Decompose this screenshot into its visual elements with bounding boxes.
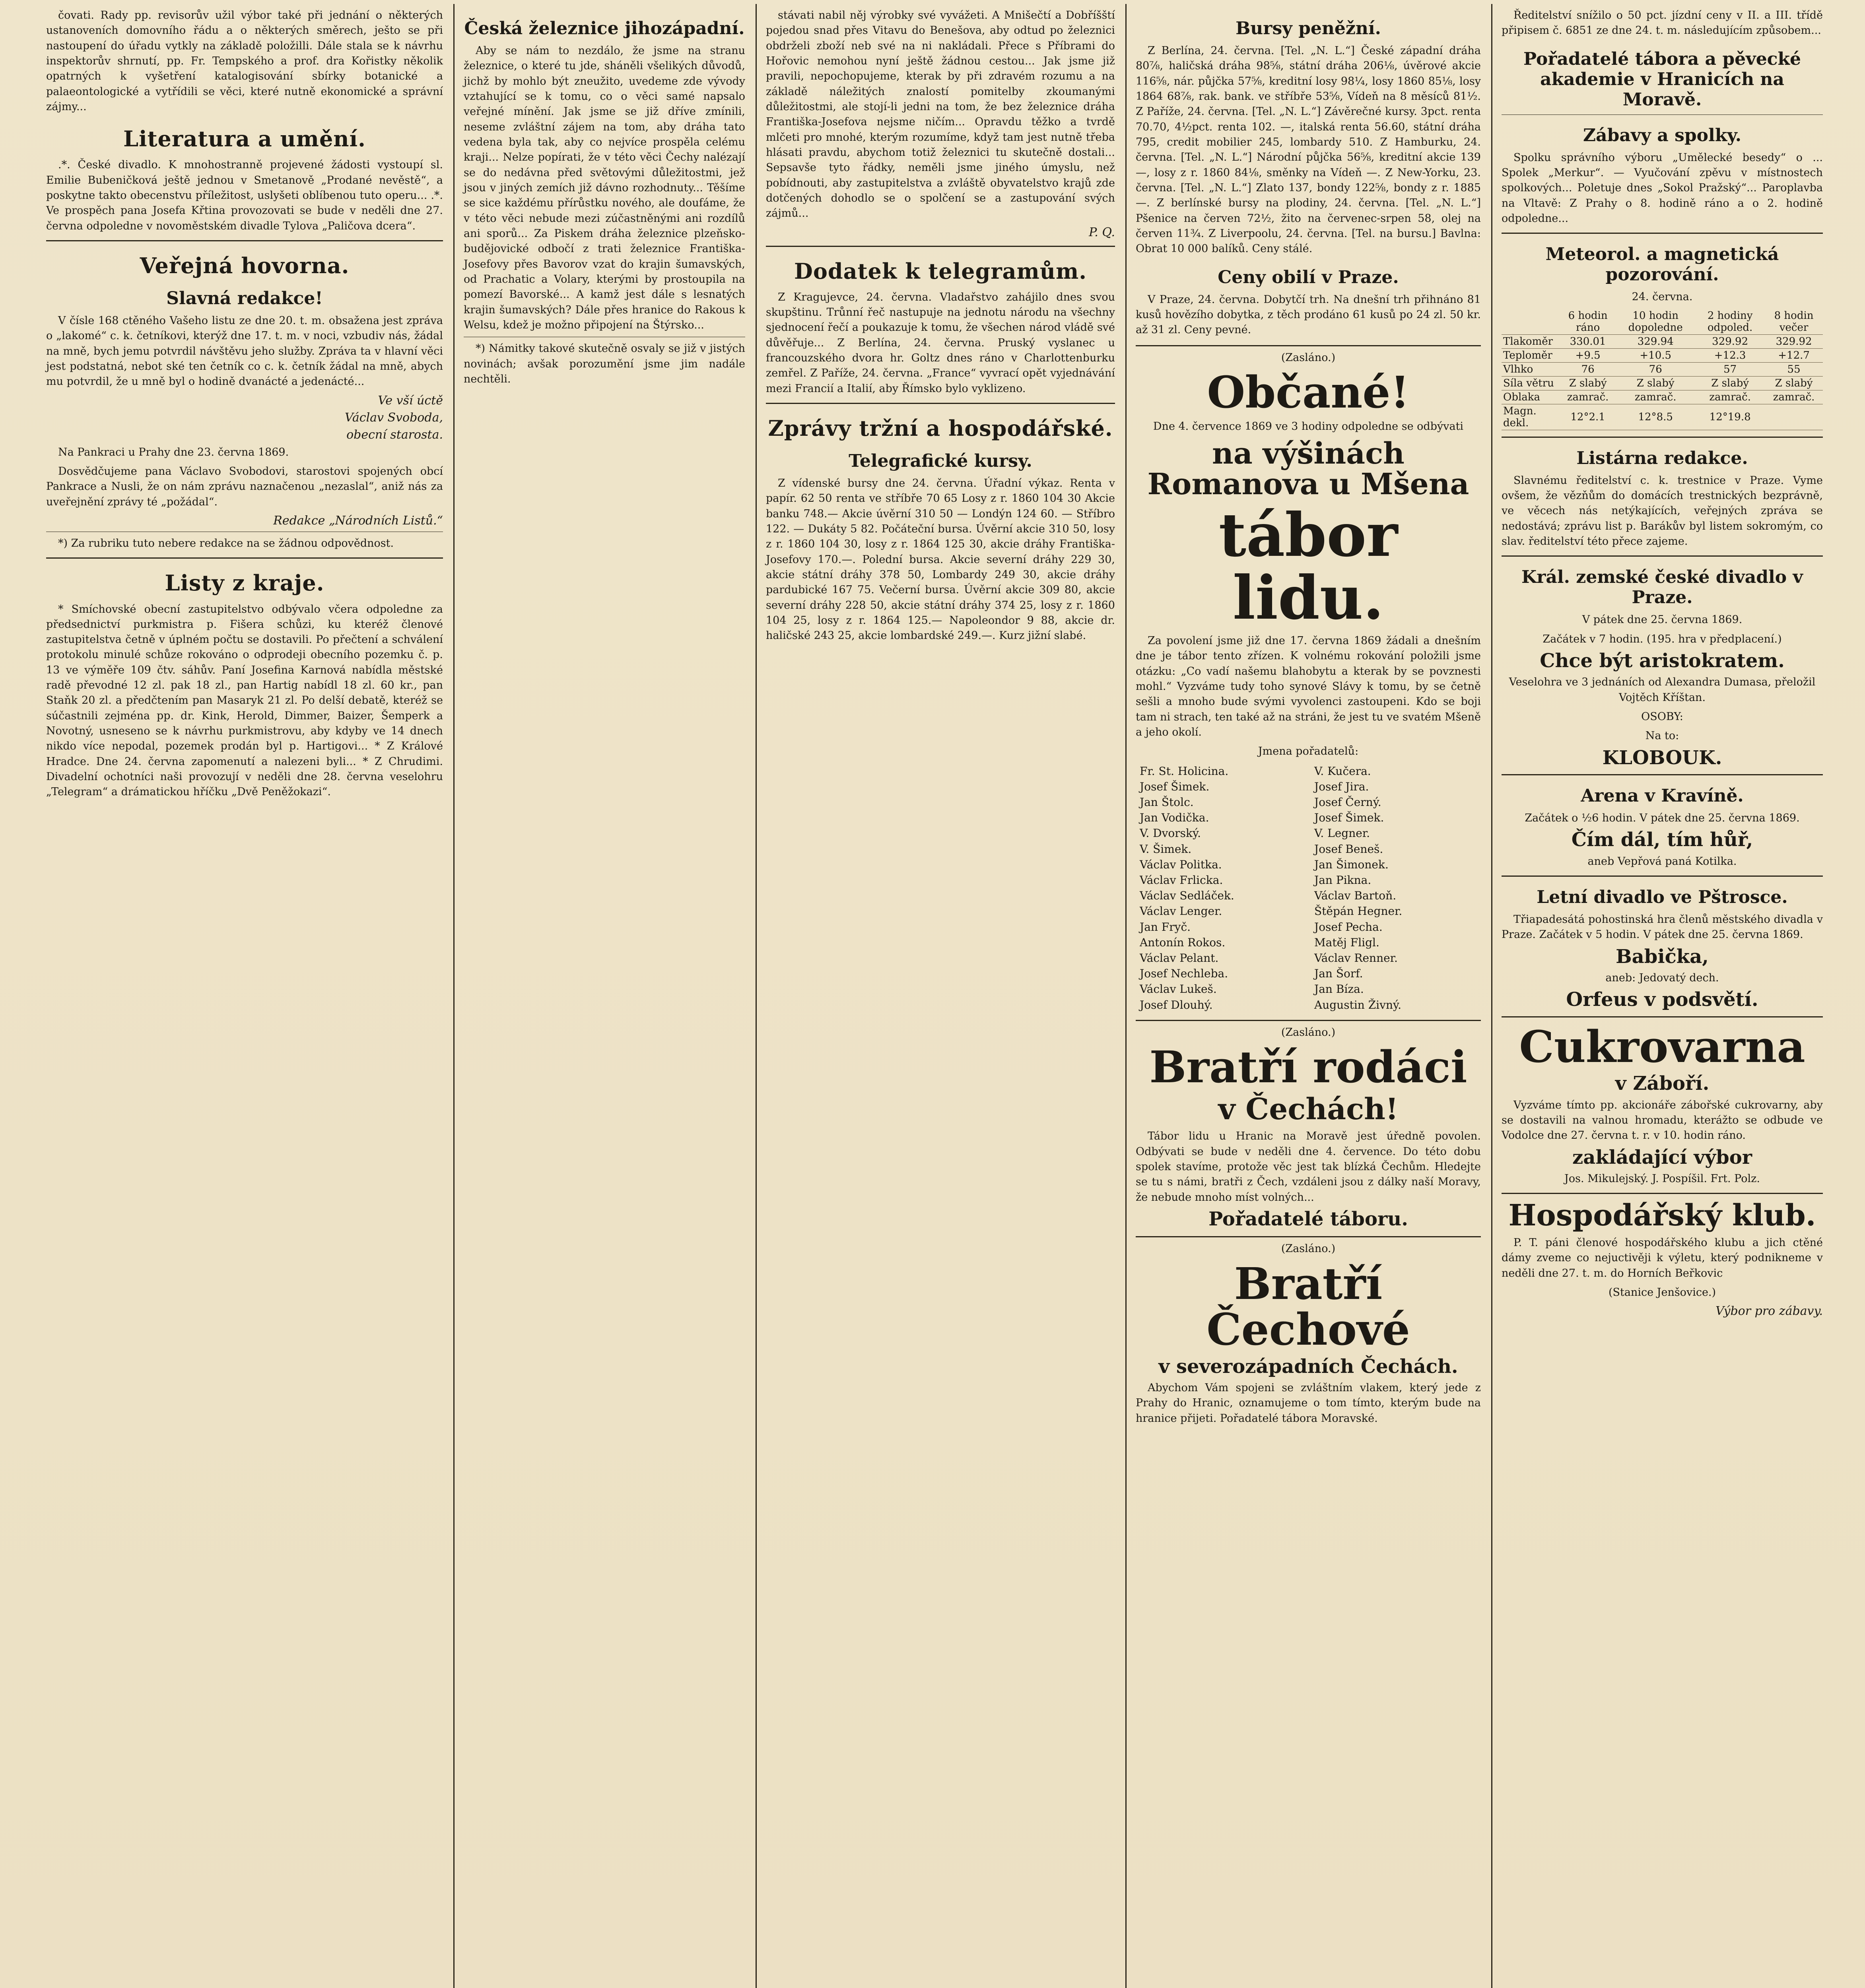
divider <box>766 403 1115 404</box>
article-signature: P. Q. <box>1089 225 1115 239</box>
organizer-name: Jan Fryč. <box>1140 920 1191 934</box>
babicka-subtitle: aneb: Jedovatý dech. <box>1605 972 1719 984</box>
zaslano-label: (Zasláno.) <box>1281 1026 1336 1039</box>
meteo-cell: zamrač. <box>1765 390 1823 404</box>
divadlo-title: Chce být aristokratem. <box>1540 649 1785 672</box>
meteo-cell: Magn. dekl. <box>1502 404 1560 430</box>
divider <box>1502 555 1823 557</box>
obiliny-text: V Praze, 24. června. Dobytčí trh. Na dnešní trh přihnáno 81 kusů hovězího dobytka, z těch prodáno 61 kusů po 24 zl. 50 kr. až 31 zl. Ceny pevné. <box>1136 293 1481 336</box>
arena-subtitle: aneb Vepřová paná Kotilka. <box>1587 855 1737 868</box>
ad-tabor: tábor lidu. <box>1218 500 1398 633</box>
meteo-row <box>1502 348 1823 362</box>
section-heading-arena: Arena v Kravíně. <box>1581 786 1744 806</box>
divider <box>46 240 443 241</box>
meteo-row <box>1502 362 1823 376</box>
ad-body: Za povolení jsme již dne 17. června 1869 žádali a dnešním dne je tábor tento zřízen. K volnému rokování položili jsme otázku: „Co vadí našemu blahobytu a kterak by se povznesti mohl.“ Vyzváme tudy toho synové Slávy k tomu, by se četně sešli a mnoho bude svými vyvolenci zastoupeni. Kdo se boji tam ni strach, ten také až na stráni, že jest tu ve svatém Mšeně a jeho okolí. <box>1136 635 1481 739</box>
meteo-row <box>1502 334 1823 348</box>
meteo-cell: +12.7 <box>1765 348 1823 362</box>
zaslano-label: (Zasláno.) <box>1281 351 1336 364</box>
organizer-name: Josef Pecha. <box>1314 920 1383 934</box>
divider <box>1502 1016 1823 1017</box>
column-1 <box>36 8 453 1988</box>
meteo-col-header: 2 hodiny odpoled. <box>1695 309 1765 335</box>
meteo-cell: zamrač. <box>1616 390 1695 404</box>
ad-title-obcane: Občané! <box>1207 366 1410 418</box>
signature-role: obecní starosta. <box>346 427 443 442</box>
section-heading-dodatek: Dodatek k telegramům. <box>794 258 1087 284</box>
organizer-name: V. Dvorský. <box>1140 827 1201 840</box>
section-heading-meteo: Meteorol. a magnetická pozorování. <box>1545 244 1779 285</box>
divadlo-time: Začátek v 7 hodin. (195. hra v předplacení.) <box>1543 633 1782 645</box>
railway-article: Aby se nám to nezdálo, že jsme na stranu železnice, o které tu jde, sháněli všelikých důvodů, jichž by mohlo být zneužito, uvedeme zde vývody vztahující se k tomu, co o věci samé napsalo veřejné mínění. Jak jsme se již dříve zmínili, neseme zvláštní zájem na tom, aby dráha tato vedena byla tak, aby co nejvíce prospěla celému kraji... Nelze popírati, že v této věci Čechy nalézají se do nedávna před světovými důležitostmi, jež jsou v jiných zemích již dávno rozhodnuty... Těšíme se sice každému přírůstku nového, ale doufáme, že v této věci nebude mezi zúčastněnými ani rozdílů ani sporů... Za Piskem dráha železnice plzeňsko-budějovické odbočí z trati železnice Františka-Josefovy přes Bavorov vzat do krajin šumavských, od Prachatic a Volary, kterými by prostoupila na pomezí Bavorské... A kamž jest dále s lesnatých krajin šumavských? Dále přes hranice do Rakous k Welsu, kdež je možno připojení na Štýrsko... <box>464 45 745 331</box>
advertisement-rodaci <box>1136 1020 1481 1229</box>
meteo-col-header: 8 hodin večer <box>1765 309 1823 335</box>
organizer-name: Josef Jira. <box>1314 780 1369 793</box>
meteo-cell: Z slabý <box>1765 376 1823 390</box>
telegram-text: Z Kragujevce, 24. června. Vladařstvo zahájilo dnes svou skupštinu. Trůnní řeč nastupuje na jednotu národu na všechny sjednocení řečí a poukazuje k tomu, že všechen národ vládě své důvěřuje... Z Berlína, 24. června. Pruský vyslanec u francouzského dvora hr. Goltz dnes ráno v Charlottenburku zemřel. Z Paříže, 24. června. „France“ vyvrací opět vyjednávání mezi Francií a Italií, aby Římsko bylo vyklizeno. <box>766 291 1115 395</box>
meteo-cell: zamrač. <box>1560 390 1616 404</box>
divadlo-description: Veselohra ve 3 jednáních od Alexandra Dumasa, přeložil Vojtěch Kříštan. <box>1509 676 1816 704</box>
meteo-col-header: 6 hodin ráno <box>1560 309 1616 335</box>
bursy-text: Z Berlína, 24. června. [Tel. „N. L.“] České západní dráha 80⅞, haličská dráha 98⅝, státní dráha 206⅛, úvěrové akcie 116⅝, nár. půjčka 57⅝, kreditní losy 98¼, losy 1860 85⅛, losy 1864 68⅞, rak. bank. ve stříbře 53⅝, Vídeň na 8 měsíců 81½. Z Paříže, 24. června. [Tel. „N. L.“] Závěrečné kursy. 3pct. renta 70.70, 4½pct. renta 102. —, italská renta 56.60, státní dráha 795, credit mobilier 245, lombardy 510. Z Hamburku, 24. června. [Tel. „N. L.“] Národní půjčka 56⅝, kreditní akcie 139—, losy z r. 1860 84⅛, směnky na Vídeň —. Z New-Yorku, 23. června. [Tel. „N. L.“] Zlato 137, bondy 122⅝, bondy z r. 1885 —. Z berlínské bursy na plodiny, 24. června. [Tel. „N. L.“] Pšenice na červen 72½, žito na červenec-srpen 58, olej na červen 11¾. Z Liverpoolu, 24. června. [Tel. na bursu.] Bavlna: Obrat 10 000 balíků. Ceny stálé. <box>1136 45 1481 255</box>
organizer-name: Matěj Fligl. <box>1314 936 1379 949</box>
organizer-name: Štěpán Hegner. <box>1314 905 1403 918</box>
listy-text: * Smíchovské obecní zastupitelstvo odbývalo včera odpoledne za předsednictví purkmistra p. Fišera schůzi, ku kteréž členové zastupitelstva četně v úplném počtu se dostavili. Po přečtení a schválení protokolu minulé schůze rokováno o odprodeji obecního pozemku č. p. 13 ve výměře 109 čtv. sáhův. Paní Josefina Karnová nabídla městské radě převodné 12 zl. pak 18 zl., pan Hartig nabídl 18 zl. 60 kr., pan Staňk 20 zl. a předčtením pan Masaryk 21 zl. Po delší debatě, kteréž se súčastnili zejména pp. dr. Kink, Herold, Dimmer, Baizer, Šemperk a Novotný, usneseno se k návrhu purkmistrovu, aby kdyby ve 14 dnech nikdo více nepodal, pozemek prodán byl p. Hartigovi... * Z Králové Hradce. Dne 24. června zapomenutí a nalezeni byli... * Z Chrudimi. Divadelní ochotníci naši provozují v neděli dne 28. června veselohru „Telegram“ a drámatickou hříčku „Dvě Peněžokazi“. <box>46 603 443 798</box>
meteo-cell: 76 <box>1616 362 1695 376</box>
ad-body-cechove: Abychom Vám spojeni se zvláštním vlakem, který jede z Prahy do Hranic, oznamujeme o tom tímto, kterým bude na hranice přijeti. Pořadatelé tábora Moravské. <box>1136 1382 1481 1425</box>
organizer-name: Josef Nechleba. <box>1140 967 1228 980</box>
klobouk-label: Na to: <box>1645 730 1679 742</box>
meteo-cell: Z slabý <box>1616 376 1695 390</box>
organizer-name: Jan Štolc. <box>1140 796 1194 809</box>
cast-label: OSOBY: <box>1641 710 1683 723</box>
meteo-cell: Tlakoměr <box>1502 334 1560 348</box>
meteo-cell: 329.92 <box>1765 334 1823 348</box>
signature-name: Václav Svoboda, <box>344 410 443 425</box>
organizer-name: Václav Pelant. <box>1140 951 1219 965</box>
article-continuation: stávati nabil něj výrobky své vyvážeti. A Mnišečtí a Dobříšští pojedou snad přes Vitavu do Benešova, aby odtud po železnici obdrželi zboží neb své na ni nakládali. Přece s Příbrami do Hořovic nemohou nyní ještě žádnou cestou... Jak jsme již pravili, nepochopujeme, kterak by při zdravém rozumu a na základě náležitých znalostí pomitelby zkoumanými důležitostmi, ale stojí-li jedni na tom, že bez železnice dráha Františka-Josefova nejsme ničím... Opravdu těžko a tvrdě mlčeti pro mnohé, kterým rozumíme, když tam jest nutně třeba hlásati pravdu, abychom totiž železnici tu skutečně dostali... Sepsavše tyto řádky, neměli jsme jiného úmyslu, než pobídnouti, aby zastupitelstva a zvláště obyvatelstvo krajů zde dotčených dohodlo se o spolčení se a zastupování svých zájmů... <box>766 9 1115 220</box>
meteo-cell: +10.5 <box>1616 348 1695 362</box>
meteo-cell: 12°19.8 <box>1695 404 1765 430</box>
meteo-cell: 329.94 <box>1616 334 1695 348</box>
organizers-list <box>1136 763 1481 1013</box>
organizer-name: Václav Lukeš. <box>1140 982 1217 996</box>
ad-body-hosp-klub: P. T. páni členové hospodářského klubu a jich ctěné dámy zveme co nejuctivěji k výletu, který podnikneme v neděli dne 27. t. m. do Horních Beřkovic <box>1502 1237 1823 1279</box>
organizer-name: Václav Bartoň. <box>1314 889 1397 903</box>
signature-place: Na Pankraci u Prahy dne 23. června 1869. <box>58 446 289 458</box>
organizer-name: Josef Černý. <box>1314 796 1381 809</box>
divider <box>1502 233 1823 234</box>
railway-discount-text: Ředitelství snížilo o 50 pct. jízdní ceny v II. a III. třídě připisem č. 6851 ze dne 24. t. m. následujícím způsobem... <box>1502 9 1823 37</box>
hovorna-text: V čísle 168 ctěného Vašeho listu ze dne 20. t. m. obsažena jest zpráva o „lakomé“ c. k. četníkovi, kterýž dne 17. t. m. v noci, vzbudiv nás, žádal na mně, bych jemu potvrdil návštěvu jeho služby. Zpráva ta v hlavní věci jest podstatná, nebot ské ten četník co c. k. četník žádal na mně, abych mu potvrdil, že u mně byl o hodině dvanácté a jedenácté... <box>46 315 443 388</box>
section-heading-divadlo: Král. zemské české divadlo v Praze. <box>1521 567 1803 608</box>
meteo-col-header: 10 hodin dopoledne <box>1616 309 1695 335</box>
section-heading-listy: Listy z kraje. <box>165 570 324 596</box>
arena-title: Čím dál, tím hůř, <box>1571 829 1753 851</box>
ad-date: Dne 4. července 1869 ve 3 hodiny odpoledne se odbývati <box>1153 420 1464 433</box>
organizer-name: Václav Frlicka. <box>1140 874 1223 887</box>
meteo-cell: 330.01 <box>1560 334 1616 348</box>
subheading-obiliny: Ceny obilí v Praze. <box>1218 267 1399 287</box>
meteo-cell: +12.3 <box>1695 348 1765 362</box>
organizer-name: Jan Vodička. <box>1140 811 1209 825</box>
ad-subtitle-rodaci: v Čechách! <box>1218 1092 1399 1126</box>
meteo-row <box>1502 376 1823 390</box>
column-4 <box>1125 8 1491 1988</box>
organizer-name: Josef Dlouhý. <box>1140 998 1213 1011</box>
advertisement-obcane <box>1136 345 1481 1013</box>
meteo-cell: Z slabý <box>1560 376 1616 390</box>
letni-text: Třiapadesátá pohostinská hra členů městského divadla v Praze. Začátek v 5 hodin. V pátek dne 25. června 1869. <box>1502 913 1823 941</box>
ad-title-hosp-klub: Hospodářský klub. <box>1508 1198 1816 1233</box>
organizer-name: Fr. St. Holicina. <box>1140 764 1229 778</box>
meteo-cell: Oblaka <box>1502 390 1560 404</box>
divider <box>1502 437 1823 438</box>
listarna-text: Slavnému ředitelství c. k. trestnice v Praze. Vyme ovšem, že vězňům do domácích trestnických bezprávně, ve věcech nás netýkajících, veřejných zpráva se nedostává; zprávu list p. Barákův byl listem sokromým, co slav. ředitelství této přece zajeme. <box>1502 474 1823 547</box>
section-heading-hovorna: Veřejná hovorna. <box>140 253 350 279</box>
organizers-title: Jmena pořadatelů: <box>1258 745 1359 758</box>
ad-station: (Stanice Jenšovice.) <box>1608 1286 1716 1299</box>
meteo-cell: 329.92 <box>1695 334 1765 348</box>
organizer-name: V. Legner. <box>1314 827 1370 840</box>
meteo-cell <box>1765 404 1823 430</box>
section-heading-listarna: Listárna redakce. <box>1576 448 1748 468</box>
zabavy-text: Spolku správního výboru „Umělecké besedy“ o ... Spolek „Merkur“. — Vyučování zpěvu v místnostech spolkových... Poletuje dnes „Sokol Pražský“... Paroplavba na Vltavě: Z Prahy o 8. hodině ráno a o 2. hodině odpoledne... <box>1502 151 1823 225</box>
confirmation-text: Dosvědčujeme pana Václavo Svobodovi, starostovi spojených obcí Pankrace a Nusli, že on nám zprávu naznačenou „nezaslal“, aniž nás za uveřejnění zprávy té „požádal“. <box>46 465 443 508</box>
footnote: *) Za rubriku tuto nebere redakce na se žádnou odpovědnost. <box>58 537 394 550</box>
column-2 <box>453 8 756 1988</box>
column-3 <box>756 8 1125 1988</box>
zaslano-label: (Zasláno.) <box>1281 1242 1336 1255</box>
arena-text: Začátek o ½6 hodin. V pátek dne 25. června 1869. <box>1525 812 1800 825</box>
organizer-name: Jan Šorf. <box>1314 967 1363 980</box>
organizer-name: V. Kučera. <box>1314 764 1371 778</box>
meteo-cell: Z slabý <box>1695 376 1765 390</box>
letter-salutation: Slavná redakce! <box>166 288 323 309</box>
divider <box>46 557 443 559</box>
intro-text: čovati. Rady pp. revisorův užil výbor také při jednání o některých ustanoveních domovního řádu a o některých směrech, ješto se při nastoupení do úřadu vytkly na základě položilli. Dále stala se k návrhu inspektorův shrnutí, pp. Fr. Tempského a prof. dra Kořistky několik opatrných k vyšetření katalogisování sbírky botanické a palaeontologické a vytřídili se věci, které nutně ekonomické a správní zájmy... <box>46 9 443 113</box>
editorial-signature: Redakce „Národních Listů.“ <box>273 514 443 528</box>
klobouk-title: KLOBOUK. <box>1602 746 1722 769</box>
organizer-name: V. Šimek. <box>1140 842 1192 856</box>
organizer-name: Josef Šimek. <box>1140 780 1210 793</box>
section-heading-literatura: Literatura a umění. <box>123 126 366 152</box>
meteo-cell: zamrač. <box>1695 390 1765 404</box>
divider <box>766 246 1115 247</box>
meteo-cell: 57 <box>1695 362 1765 376</box>
meteo-cell: 12°8.5 <box>1616 404 1695 430</box>
organizer-name: Augustin Živný. <box>1314 998 1401 1011</box>
section-heading-letni: Letní divadlo ve Pštrosce. <box>1537 887 1788 908</box>
market-prices-text: Z vídenské bursy dne 24. června. Úřadní výkaz. Renta v papír. 62 50 renta ve stříbře 70 65 Losy z r. 1860 104 30 Akcie banku 748.— Akcie úvěrní 310 50 — Londýn 124 60. — Stříbro 122. — Dukáty 5 82. Počáteční bursa. Úvěrní akcie 310 50, losy z r. 1860 104 30, losy z r. 1864 125 30, akcie dráhy Františka-Josefovy 170.—. Polední bursa. Akcie severní dráhy 229 30, akcie státní dráhy 378 50, Lombardy 249 30, akcie dráhy pardubické 167 75. Večerní bursa. Úvěrní akcie 309 80, akcie severní dráhy 228 50, akcie státní dráhy 374 25, losy z r. 1860 104 25, losy z r. 1864 125.— Napoleondor 9 88, akcie dr. haličské 243 25, akcie lombardské 249.—. Kurz jižní slabé. <box>766 477 1115 642</box>
meteo-col-header <box>1502 309 1560 335</box>
meteo-table <box>1502 309 1823 430</box>
ad-signature-rodaci: Pořadatelé táboru. <box>1208 1208 1408 1230</box>
babicka-title: Babička, <box>1616 945 1709 968</box>
ad-signature-hosp-klub: Výbor pro zábavy. <box>1715 1304 1823 1318</box>
ad-body-cukrovarna: Vyzváme tímto pp. akcionáře zábořské cukrovarny, aby se dostavili na valnou hromadu, kterážto se odbude ve Vodolce dne 27. června t. r. v 10. hodin ráno. <box>1502 1099 1823 1142</box>
column-5 <box>1491 8 1833 1988</box>
meteo-cell: Teploměr <box>1502 348 1560 362</box>
meteo-cell: Síla větru <box>1502 376 1560 390</box>
organizer-name: Antonín Rokos. <box>1140 936 1226 949</box>
ad-subtitle-cukrovarna: v Záboří. <box>1615 1072 1710 1095</box>
divider <box>1502 1193 1823 1194</box>
section-heading-railway: Česká železnice jihozápadní. <box>464 18 745 39</box>
divider <box>1502 876 1823 877</box>
committee-names: Jos. Mikulejský. J. Pospíšil. Frt. Polz. <box>1564 1173 1760 1185</box>
organizer-name: Jan Pikna. <box>1314 874 1372 887</box>
organizer-name: Josef Šimek. <box>1314 811 1384 825</box>
section-heading-bursy: Bursy peněžní. <box>1236 18 1381 39</box>
ad-subtitle-cechove: v severozápadních Čechách. <box>1158 1355 1458 1378</box>
meteo-cell: 76 <box>1560 362 1616 376</box>
subheading-telegraficke: Telegrafické kursy. <box>849 451 1032 472</box>
divadlo-date: V pátek dne 25. června 1869. <box>1582 613 1743 626</box>
meteo-header-row <box>1502 309 1823 335</box>
signature-label: Ve vší úctě <box>378 393 443 408</box>
organizer-name: Václav Politka. <box>1140 858 1222 871</box>
meteo-cell: +9.5 <box>1560 348 1616 362</box>
meteo-date: 24. června. <box>1632 291 1693 303</box>
meteo-cell: 55 <box>1765 362 1823 376</box>
railway-footnote: *) Námitky takové skutečně osvaly se již v jistých novinách; avšak porozumění jsme jim nadále nechtěli. <box>464 342 745 385</box>
ad-title-cechove: Bratří Čechové <box>1206 1258 1410 1355</box>
organizer-name: Václav Sedláček. <box>1140 889 1234 903</box>
meteo-cell: 12°2.1 <box>1560 404 1616 430</box>
organizer-name: Jan Šimonek. <box>1314 858 1389 871</box>
organizer-name: Jan Bíza. <box>1314 982 1364 996</box>
ad-body-rodaci: Tábor lidu u Hranic na Moravě jest úředně povolen. Odbývati se bude v neděli dne 4. července. Do této dobu spolek stavíme, protože věc jest tak blízká Čechům. Hledejte se tu s námi, bratři z Čech, vzdáleni jsou z dálky naší Moravy, že nebude mnoho míst volných... <box>1136 1130 1481 1204</box>
organizer-name: Josef Beneš. <box>1314 842 1383 856</box>
section-heading-zabavy: Zábavy a spolky. <box>1583 125 1742 146</box>
section-heading-zpravy: Zprávy tržní a hospodářské. <box>768 415 1113 441</box>
orfeus-title: Orfeus v podsvětí. <box>1566 988 1758 1011</box>
meteo-row <box>1502 404 1823 430</box>
founding-committee: zakládající výbor <box>1572 1146 1752 1169</box>
ad-title-cukrovarna: Cukrovarna <box>1519 1021 1805 1072</box>
organizer-name: Václav Renner. <box>1314 951 1398 965</box>
advertisement-cechove <box>1136 1236 1481 1426</box>
ad-place: na výšinách Romanova u Mšena <box>1147 436 1469 502</box>
section-heading-tabor: Pořadatelé tábora a pěvecké akademie v Hranicích na Moravě. <box>1523 49 1801 110</box>
meteo-cell: Vlhko <box>1502 362 1560 376</box>
literatura-text: .*. České divadlo. K mnohostranně projevené žádosti vystoupí sl. Emilie Bubeničková ještě jednou v Smetanově „Prodané nevěstě“, a poskytne takto obecenstvu příležitost, uslyšeti oblíbenou tuto operu... .*. Ve prospěch pana Josefa Křtina provozovati se bude v neděli dne 27. června odpoledne v novoměstském divadle Tylova „Paličova dcera“. <box>46 159 443 232</box>
ad-title-rodaci: Bratří rodáci <box>1149 1041 1467 1093</box>
organizer-name: Václav Lenger. <box>1140 905 1222 918</box>
divider <box>1502 774 1823 775</box>
meteo-row <box>1502 390 1823 404</box>
